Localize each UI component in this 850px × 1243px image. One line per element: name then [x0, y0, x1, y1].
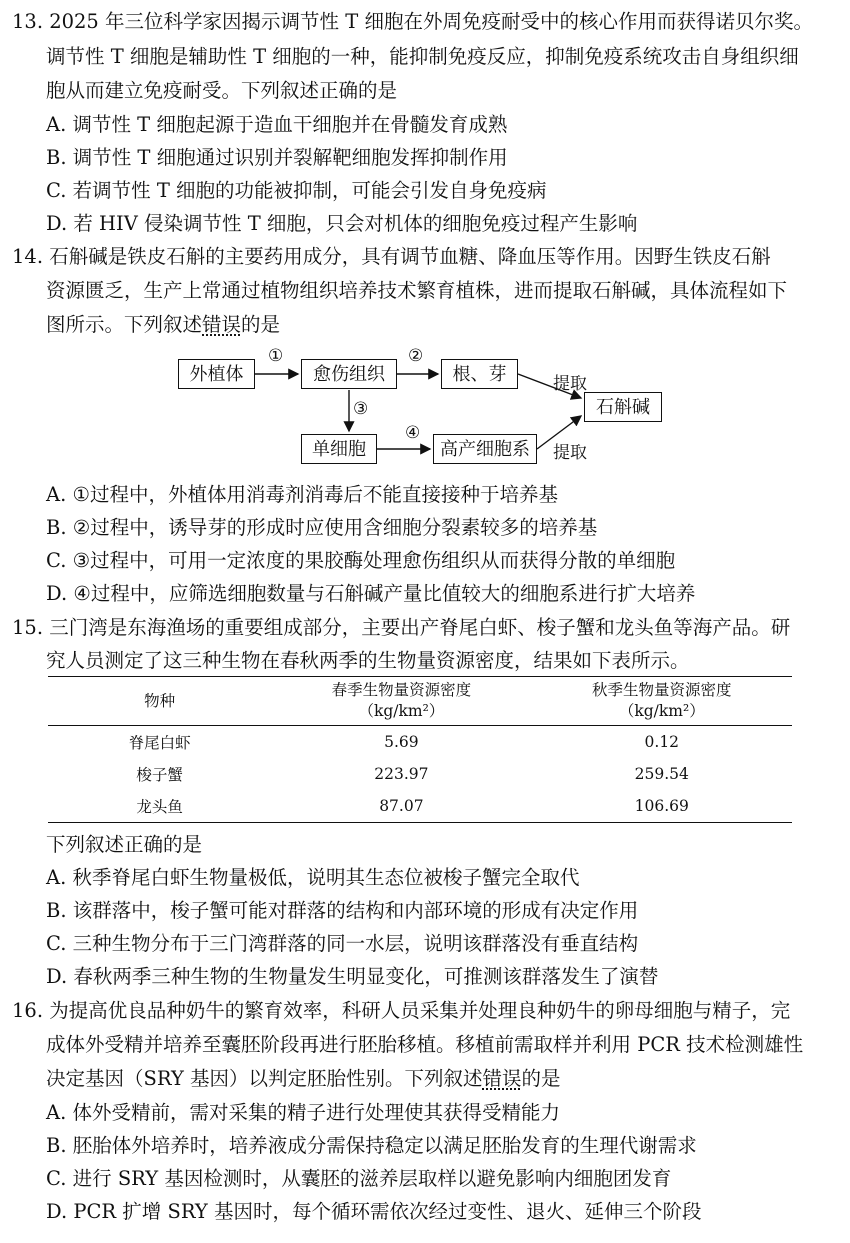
cell-autumn: 0.12 — [644, 733, 680, 751]
q13-option-b: B. 调节性 T 细胞通过识别并裂解靶细胞发挥抑制作用 — [46, 146, 508, 169]
cell-spring: 5.69 — [384, 733, 419, 751]
table-row — [48, 790, 792, 823]
cell-autumn: 106.69 — [532, 790, 792, 823]
q16-option-b: B. 胚胎体外培养时，培养液成分需保持稳定以满足胚胎发育的生理代谢需求 — [46, 1134, 697, 1157]
header-autumn: 秋季生物量资源密度 （kg/km²） — [532, 677, 792, 726]
biomass-table — [48, 676, 792, 823]
table-row — [48, 726, 792, 759]
q13-stem-line-3: 胞从而建立免疫耐受。下列叙述正确的是 — [46, 79, 398, 102]
node-high-yield-line: 高产细胞系 — [433, 434, 537, 464]
cell-species: 脊尾白虾 — [128, 734, 191, 752]
q15-stem-line-1: 15. 三门湾是东海渔场的重要组成部分，主要出产脊尾白虾、梭子蟹和龙头鱼等海产品。研 — [12, 616, 791, 639]
step-2-label: ② — [408, 346, 424, 366]
q15-option-b: B. 该群落中，梭子蟹可能对群落的结构和内部环境的形成有决定作用 — [46, 899, 639, 922]
q14-option-d: D. ④过程中，应筛选细胞数量与石斛碱产量比值较大的细胞系进行扩大培养 — [46, 582, 696, 605]
q14-option-c: C. ③过程中，可用一定浓度的果胶酶处理愈伤组织从而获得分散的单细胞 — [46, 549, 676, 572]
node-single-cell: 单细胞 — [301, 434, 377, 464]
q16-option-c: C. 进行 SRY 基因检测时，从囊胚的滋养层取样以避免影响内细胞团发育 — [46, 1167, 672, 1190]
cell-autumn: 259.54 — [634, 765, 689, 783]
step-4-label: ④ — [405, 423, 421, 443]
q16-emphasis: 错误 — [482, 1067, 522, 1090]
step-1-label: ① — [268, 346, 284, 366]
q13-stem-line-2: 调节性 T 细胞是辅助性 T 细胞的一种，能抑制免疫反应，抑制免疫系统攻击自身组织细 — [46, 45, 799, 68]
q13-option-d: D. 若 HIV 侵染调节性 T 细胞，只会对机体的细胞免疫过程产生影响 — [46, 212, 638, 235]
q14-stem-line-2: 资源匮乏，生产上常通过植物组织培养技术繁育植株，进而提取石斛碱，具体流程如下 — [46, 279, 788, 302]
q16-option-a: A. 体外受精前，需对采集的精子进行处理使其获得受精能力 — [46, 1101, 560, 1124]
q15-option-a: A. 秋季脊尾白虾生物量极低，说明其生态位被梭子蟹完全取代 — [46, 866, 580, 889]
table-row — [48, 758, 792, 790]
q16-stem-line-2: 成体外受精并培养至囊胚阶段再进行胚胎移植。移植前需取样并利用 PCR 技术检测雄性 — [46, 1033, 804, 1056]
cell-spring: 223.97 — [374, 765, 429, 783]
q16-stem-line-3: 决定基因（SRY 基因）以判定胚胎性别。下列叙述错误的是 — [46, 1067, 561, 1090]
q14-emphasis: 错误 — [202, 313, 242, 336]
table-header-row — [48, 677, 792, 726]
q15-prompt: 下列叙述正确的是 — [46, 833, 203, 856]
q14-option-b: B. ②过程中，诱导芽的形成时应使用含细胞分裂素较多的培养基 — [46, 516, 598, 539]
q15-stem-line-2: 究人员测定了这三种生物在春秋两季的生物量资源密度，结果如下表所示。 — [46, 649, 690, 672]
cell-spring: 87.07 — [271, 790, 531, 823]
step-3-label: ③ — [353, 399, 369, 419]
q14-option-a: A. ①过程中，外植体用消毒剂消毒后不能直接接种于培养基 — [46, 483, 558, 506]
extract-label-top: 提取 — [553, 374, 587, 394]
q15-option-d: D. 春秋两季三种生物的生物量发生明显变化，可推测该群落发生了演替 — [46, 965, 659, 988]
cell-species: 龙头鱼 — [48, 790, 271, 823]
node-root-bud: 根、芽 — [441, 359, 518, 389]
q16-option-d: D. PCR 扩增 SRY 基因时，每个循环需依次经过变性、退火、延伸三个阶段 — [46, 1200, 702, 1223]
q13-option-a: A. 调节性 T 细胞起源于造血干细胞并在骨髓发育成熟 — [46, 113, 508, 136]
flow-arrows — [0, 0, 850, 480]
q13-option-c: C. 若调节性 T 细胞的功能被抑制，可能会引发自身免疫病 — [46, 179, 547, 202]
q13-stem-line-1: 13. 2025 年三位科学家因揭示调节性 T 细胞在外周免疫耐受中的核心作用而获得诺贝尔奖。 — [12, 10, 813, 33]
q16-stem-line-1: 16. 为提高优良品种奶牛的繁育效率，科研人员采集并处理良种奶牛的卵母细胞与精子，完 — [12, 999, 791, 1022]
node-explant: 外植体 — [178, 359, 255, 389]
header-spring: 春季生物量资源密度 （kg/km²） — [271, 677, 531, 726]
q14-stem-line-1: 14. 石斛碱是铁皮石斛的主要药用成分，具有调节血糖、降血压等作用。因野生铁皮石斛 — [12, 245, 771, 268]
extract-label-bottom: 提取 — [553, 443, 587, 463]
cell-species: 梭子蟹 — [136, 766, 183, 784]
header-species: 物种 — [48, 677, 271, 726]
node-callus: 愈伤组织 — [301, 359, 397, 389]
q14-stem-line-3: 图所示。下列叙述错误的是 — [46, 313, 281, 336]
node-dendrobine: 石斛碱 — [584, 392, 662, 422]
q15-option-c: C. 三种生物分布于三门湾群落的同一水层，说明该群落没有垂直结构 — [46, 932, 639, 955]
